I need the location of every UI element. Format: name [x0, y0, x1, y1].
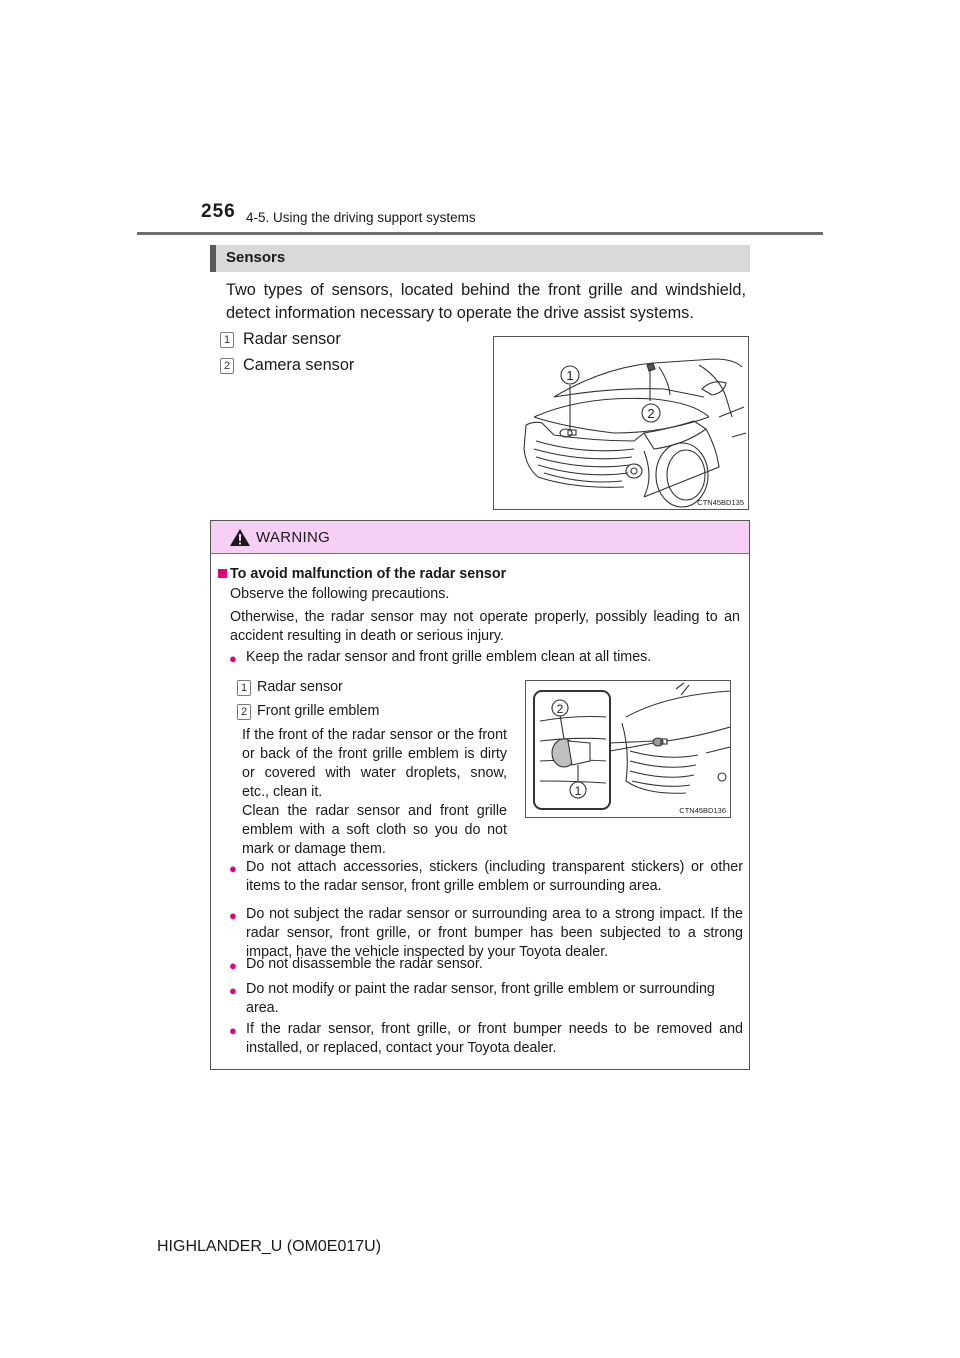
- bullet-dot-icon: ●: [229, 983, 237, 998]
- figure2-callout-1: 1: [574, 784, 582, 798]
- warning-item-number-1: 1: [237, 680, 251, 696]
- section-title: 4-5. Using the driving support systems: [246, 210, 476, 225]
- figure1-callout-1: 1: [566, 368, 574, 383]
- figure2-callout-2: 2: [556, 702, 564, 716]
- radar-closeup-illustration: [526, 681, 730, 817]
- warning-bullet-3: Do not subject the radar sensor or surrounding area to a strong impact. If the radar sensor, front grille, or front bumper has been subjected to a strong impact, have the vehicle inspected by your Toyota dealer.: [246, 906, 743, 960]
- warning-subheading: To avoid malfunction of the radar sensor: [230, 566, 507, 582]
- warning-para-1: Observe the following precautions.: [230, 586, 450, 602]
- warning-bullet-2: Do not attach accessories, stickers (including transparent stickers) or other items to the radar sensor, front grille emblem or surrounding area.: [246, 859, 743, 894]
- footer-model: HIGHLANDER_U (OM0E017U): [157, 1238, 382, 1255]
- bullet-dot-icon: ●: [229, 861, 237, 876]
- page-number: 256: [201, 201, 236, 222]
- item-number-1: 1: [220, 332, 234, 348]
- warning-front-grille-label: Front grille emblem: [257, 703, 380, 719]
- vehicle-front-illustration: [494, 337, 748, 509]
- warning-sub-para-1: If the front of the radar sensor or the front or back of the front grille emblem is dirty or covered with water droplets, snow, etc., clean it.: [242, 727, 507, 800]
- bullet-dot-icon: ●: [229, 908, 237, 923]
- warning-bullet-6: If the radar sensor, front grille, or front bumper needs to be removed and installed, or replaced, contact your Toyota dealer.: [246, 1021, 743, 1056]
- sensors-heading-bar: [210, 245, 750, 272]
- bullet-dot-icon: ●: [229, 1023, 237, 1038]
- bullet-dot-icon: ●: [229, 651, 237, 666]
- warning-radar-sensor-label: Radar sensor: [257, 679, 343, 695]
- figure2-code: CTN45BD136: [679, 806, 726, 815]
- warning-para-2: Otherwise, the radar sensor may not operate properly, possibly leading to an accident resulting in death or serious injury.: [230, 609, 740, 644]
- warning-title: WARNING: [256, 529, 331, 546]
- warning-bullet-4: Do not disassemble the radar sensor.: [246, 956, 483, 972]
- square-bullet-icon: [218, 569, 227, 578]
- warning-triangle-icon: [229, 528, 251, 547]
- radar-sensor-label: Radar sensor: [243, 330, 341, 348]
- header-divider: [137, 232, 823, 235]
- item-number-2: 2: [220, 358, 234, 374]
- sensors-heading: Sensors: [226, 249, 286, 266]
- radar-sensor-figure: [525, 680, 731, 818]
- figure1-code: CTN45BD135: [697, 498, 744, 507]
- warning-sub-para-2: Clean the radar sensor and front grille emblem with a soft cloth so you do not mark or damage them.: [242, 803, 507, 857]
- sensors-intro: Two types of sensors, located behind the front grille and windshield, detect information necessary to operate the drive assist systems.: [226, 281, 746, 322]
- warning-bullet-1: Keep the radar sensor and front grille emblem clean at all times.: [246, 649, 652, 665]
- figure1-callout-2: 2: [647, 406, 655, 421]
- warning-item-number-2: 2: [237, 704, 251, 720]
- warning-bullet-5: Do not modify or paint the radar sensor, front grille emblem or surrounding area.: [246, 981, 715, 1016]
- camera-sensor-label: Camera sensor: [243, 356, 355, 374]
- warning-header: [211, 521, 749, 554]
- bullet-dot-icon: ●: [229, 958, 237, 973]
- vehicle-sensor-figure: [493, 336, 749, 510]
